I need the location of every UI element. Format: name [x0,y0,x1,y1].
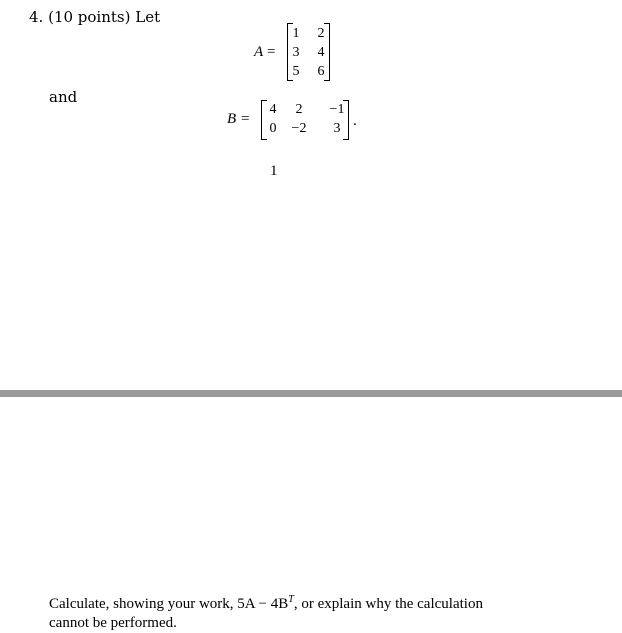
connector-text: and [49,88,78,106]
matrix-a-cell-r2-c2: 4 [317,45,325,60]
matrix-b-period: . [353,113,357,129]
question-line-1-start: Calculate, showing your work, 5A − 4B [49,596,289,612]
matrix-a-cell-r2-c1: 3 [292,45,300,60]
matrix-b-name: B [227,111,237,127]
problem-number: 4. [29,8,44,26]
matrix-a-cell-r1-c1: 1 [292,26,300,41]
question-line-2: cannot be performed. [49,615,177,631]
question-line-1 [49,590,483,614]
matrix-a-name: A [254,44,264,60]
matrix-a-equals: = [267,44,276,60]
problem-header [29,8,160,26]
transpose-superscript: T [288,594,294,605]
page-number: 1 [270,163,278,179]
matrix-a-cell-r3-c2: 6 [317,64,325,79]
matrix-b-cell-r2-c1: 0 [269,121,277,136]
matrix-b-cell-r1-c3: −1 [329,102,345,117]
problem-points: (10 points) [48,8,131,26]
matrix-b-cell-r1-c2: 2 [295,102,303,117]
matrix-a-cell-r1-c2: 2 [317,26,325,41]
page-divider [0,390,622,397]
matrix-b-cell-r1-c1: 4 [269,102,277,117]
matrix-b-cell-r2-c3: 3 [333,121,341,136]
problem-intro: Let [135,8,161,26]
matrix-b-equals: = [241,111,250,127]
matrix-a-cell-r3-c1: 5 [292,64,300,79]
question-line-1-end: , or explain why the calculation [293,596,483,612]
matrix-b-cell-r2-c2: −2 [291,121,307,136]
